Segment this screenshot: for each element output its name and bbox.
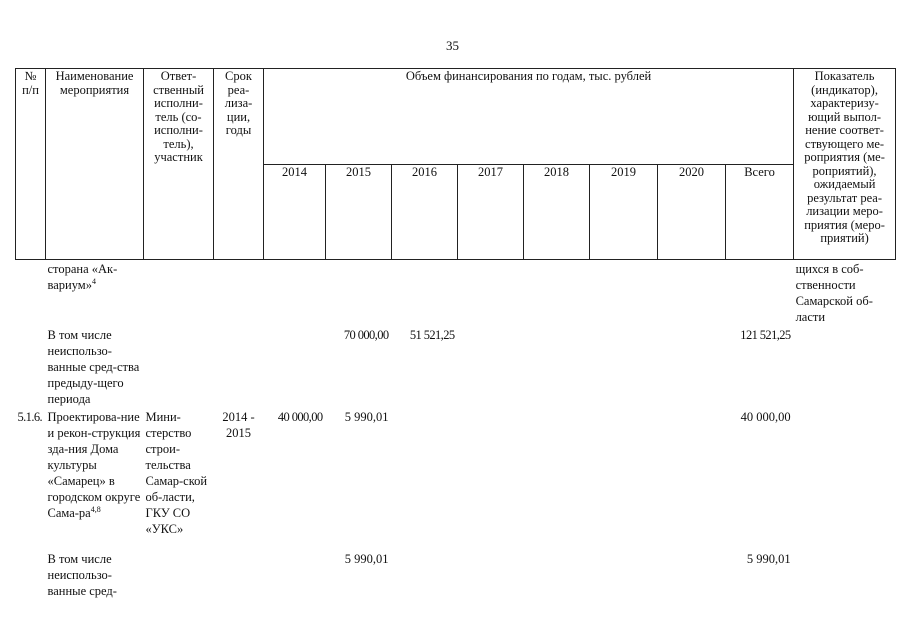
row-value-2017: [458, 550, 524, 600]
row-value-2020: [658, 408, 726, 550]
row-name: [46, 260, 144, 327]
header-year-2015: 2015: [326, 164, 392, 260]
row-name: [46, 408, 144, 550]
funding-table: [15, 68, 896, 600]
page-number: 35: [446, 38, 459, 53]
row-num: [16, 550, 46, 600]
row-value-total: 5 990,01: [746, 552, 791, 566]
header-num: № п/п: [16, 69, 46, 260]
row-value-2014: [264, 550, 326, 600]
row-value-2014: 40 000,00: [277, 410, 323, 424]
row-value-2015: [326, 260, 392, 327]
row-num: 5.1.6.: [17, 410, 43, 424]
row-indicator: [794, 408, 896, 550]
table-row: [16, 326, 896, 408]
header-total: Всего: [726, 164, 794, 260]
row-term: 2014 - 2015: [222, 410, 255, 440]
header-year-2016: 2016: [392, 164, 458, 260]
table-row: [16, 260, 896, 327]
row-value-2018: [524, 260, 590, 327]
header-term: Срок реа-лиза-ции, годы: [214, 69, 264, 260]
row-value-2015: 5 990,01: [344, 552, 389, 566]
row-term: [214, 326, 264, 408]
row-value-2016: [392, 260, 458, 327]
row-value-2017: [458, 326, 524, 408]
row-name-footnote: 4: [91, 276, 96, 286]
header-year-2020: 2020: [658, 164, 726, 260]
header-responsible: Ответ-ственный исполни-тель (со-исполни-тель), участник: [144, 69, 214, 260]
row-indicator: щихся в соб-ственности Самарской об-ласти: [795, 262, 873, 324]
row-value-2018: [524, 408, 590, 550]
table-row: [16, 408, 896, 550]
row-name-text: Проектирова-ние и рекон-струкция зда-ния Дома культуры «Самарец» в городском округе Сама-ра: [47, 410, 141, 520]
table-row: [16, 550, 896, 600]
row-name-text: сторана «Ак-вариум»: [47, 262, 118, 292]
row-indicator: [794, 550, 896, 600]
row-value-2018: [524, 550, 590, 600]
row-value-2016: [392, 550, 458, 600]
header-row-top: [16, 69, 896, 165]
row-num: [16, 326, 46, 408]
row-value-2019: [590, 408, 658, 550]
row-value-total: [726, 260, 794, 327]
row-value-total: 121 521,25: [740, 328, 791, 342]
row-value-2017: [458, 408, 524, 550]
row-responsible: Мини-стерство строи-тельства Самар-ской об-ласти, ГКУ СО «УКС»: [145, 410, 208, 536]
row-value-2019: [590, 260, 658, 327]
header-year-2019: 2019: [590, 164, 658, 260]
row-value-2016: [392, 408, 458, 550]
header-indicator: Показатель (индикатор), характеризу-ющий выпол-нение соответ-ствующего ме-роприятия (ме-роприятий), ожидаемый результат реа-лизации меро-приятия (меро-приятий): [794, 69, 896, 260]
row-value-2020: [658, 550, 726, 600]
row-num: [16, 260, 46, 327]
row-name: [46, 326, 144, 408]
row-responsible: [144, 260, 214, 327]
row-term: [214, 260, 264, 327]
row-value-2018: [524, 326, 590, 408]
header-name: Наименование мероприятия: [46, 69, 144, 260]
row-indicator: [794, 326, 896, 408]
row-name: [46, 550, 144, 600]
row-value-2016: 51 521,25: [409, 328, 455, 342]
row-value-2014: [264, 260, 326, 327]
row-value-2014: [264, 326, 326, 408]
row-name-text: В том числе неиспользо-ванные сред-: [47, 552, 117, 598]
row-responsible: [144, 326, 214, 408]
row-value-2019: [590, 326, 658, 408]
row-term: [214, 550, 264, 600]
row-value-2015: 70 000,00: [343, 328, 389, 342]
header-year-2014: 2014: [264, 164, 326, 260]
header-funding-group: Объем финансирования по годам, тыс. рублей: [264, 69, 794, 165]
row-value-total: 40 000,00: [740, 410, 791, 424]
row-value-2015: 5 990,01: [344, 410, 389, 424]
header-year-2018: 2018: [524, 164, 590, 260]
row-value-2017: [458, 260, 524, 327]
header-year-2017: 2017: [458, 164, 524, 260]
row-name-footnote: 4,8: [90, 504, 101, 514]
row-value-2020: [658, 326, 726, 408]
row-name-text: В том числе неиспользо-ванные сред-ства предыду-щего периода: [47, 328, 140, 406]
row-value-2019: [590, 550, 658, 600]
row-value-2020: [658, 260, 726, 327]
row-responsible: [144, 550, 214, 600]
